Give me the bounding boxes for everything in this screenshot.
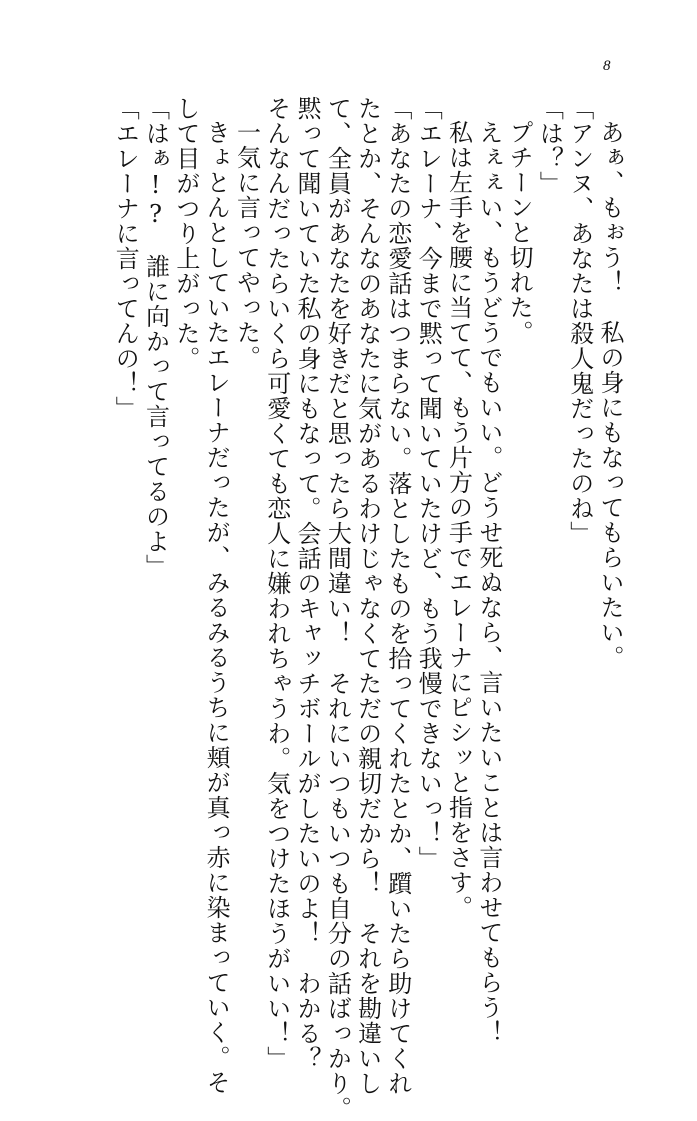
text-line: 私は左手を腰に当てて、もう片方の手でエレーナにピシッと指をさす。	[444, 120, 473, 920]
novel-text-body	[110, 96, 625, 1121]
text-line: 「アンヌ、あなたは殺人鬼だったのね」	[565, 96, 594, 546]
text-line: して目がつり上がった。	[171, 96, 200, 371]
text-line: きょとんとしていたエレーナだったが、みるみるうちに頬が真っ赤に染まっていく。そ	[202, 120, 231, 1095]
text-line: て、全員があなたを好きだと思ったら大間違い！ それにいつもいつも自分の話ばっかり。	[323, 96, 352, 1121]
text-line: 「は？」	[535, 96, 564, 196]
text-line: 一気に言ってやった。	[232, 120, 261, 370]
text-line: 「エレーナに言ってんの！」	[111, 96, 140, 421]
text-line: 「はぁ!? 誰に向かって言ってるのよ」	[141, 96, 170, 579]
text-line: そんなんだったらいくら可愛くても恋人に嫌われちゃうわ。気をつけたほうがいい！」	[262, 96, 291, 1071]
text-line: あぁ、もぉう！ 私の身にもなってもらいたい。	[596, 120, 624, 670]
page-number: 8	[603, 58, 611, 74]
text-line: 黙って聞いていた私の身にもなって。会話のキャッチボールがしたいのよ！ わかる？	[293, 96, 322, 1071]
text-line: プチーンと切れた。	[505, 120, 534, 345]
text-line: 「あなたの恋愛話はつまらない。落としたものを拾ってくれたとか、躓いたら助けてくれ	[383, 96, 412, 1096]
text-line: たとか、そんなのあなたに気があるわけじゃなくてただの親切だから！ それを勘違いし	[353, 96, 382, 1096]
text-line: 「エレーナ、今まで黙って聞いていたけど、もう我慢できないっ！」	[414, 96, 443, 871]
text-line: えぇぇい、もうどうでもいい。どうせ死ぬなら、言いたいことは言わせてもらう！	[474, 120, 503, 1045]
